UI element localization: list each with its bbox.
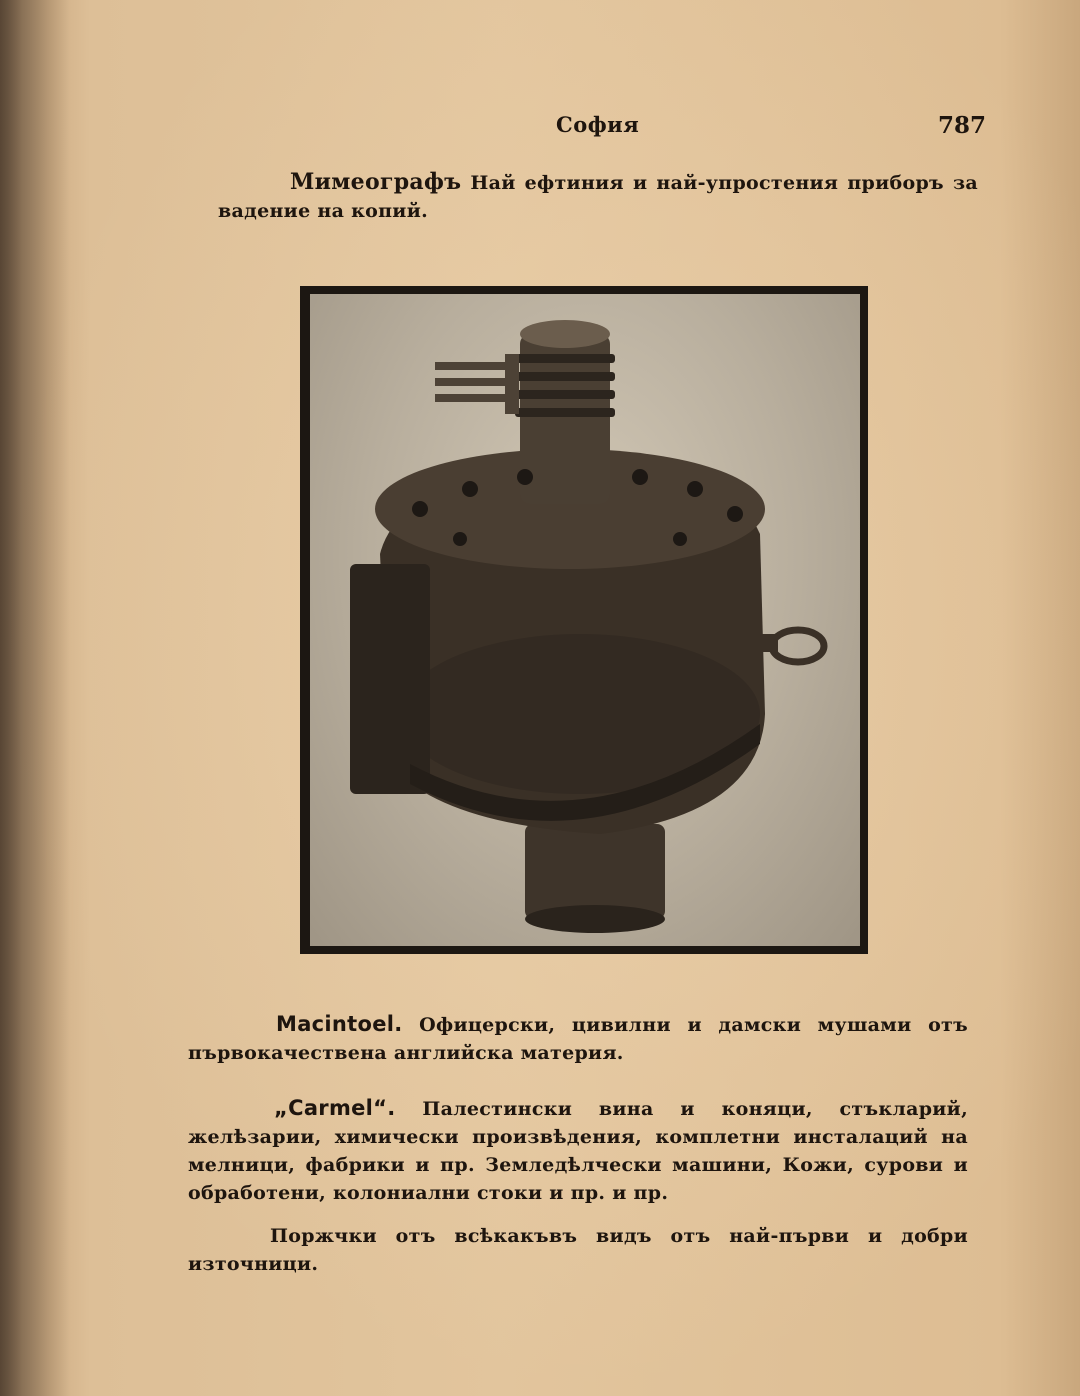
mimeograph-photo bbox=[310, 294, 860, 946]
carmel-ad bbox=[188, 1094, 968, 1207]
running-header-title: София bbox=[556, 112, 640, 137]
orders-ad bbox=[188, 1222, 968, 1278]
carmel-ad-lead: „Carmel“. bbox=[274, 1096, 396, 1120]
mimeograph-ad bbox=[218, 168, 978, 225]
mimeograph-illustration bbox=[310, 294, 860, 946]
macintoel-ad bbox=[188, 1010, 968, 1067]
page-gutter-shadow bbox=[0, 0, 70, 1396]
macintoel-ad-text: Офицерски, цивилни и дамски мушами отъ първокачествена английска материя. bbox=[188, 1014, 968, 1064]
macintoel-ad-lead: Macintoel. bbox=[276, 1012, 403, 1036]
mimeograph-ad-lead: Мимеографъ bbox=[290, 169, 462, 195]
carmel-ad-text: Палестински вина и коняци, стъкларий, желѣзарии, химически произвѣдения, комплетни инсталаций на мелници, фабрики и пр. Земледѣлчески машини, Кожи, сурови и обработени, колониални стоки и пр. и пр. bbox=[188, 1098, 968, 1204]
mimeograph-ad-text: Най ефтиния и най-упростения приборъ за вадение на копий. bbox=[218, 172, 978, 222]
page-number: 787 bbox=[938, 112, 987, 139]
product-photo-frame bbox=[300, 286, 868, 954]
orders-ad-text: Поржчки отъ всѣкакъвъ видъ отъ най-първи и добри източници. bbox=[188, 1225, 968, 1275]
